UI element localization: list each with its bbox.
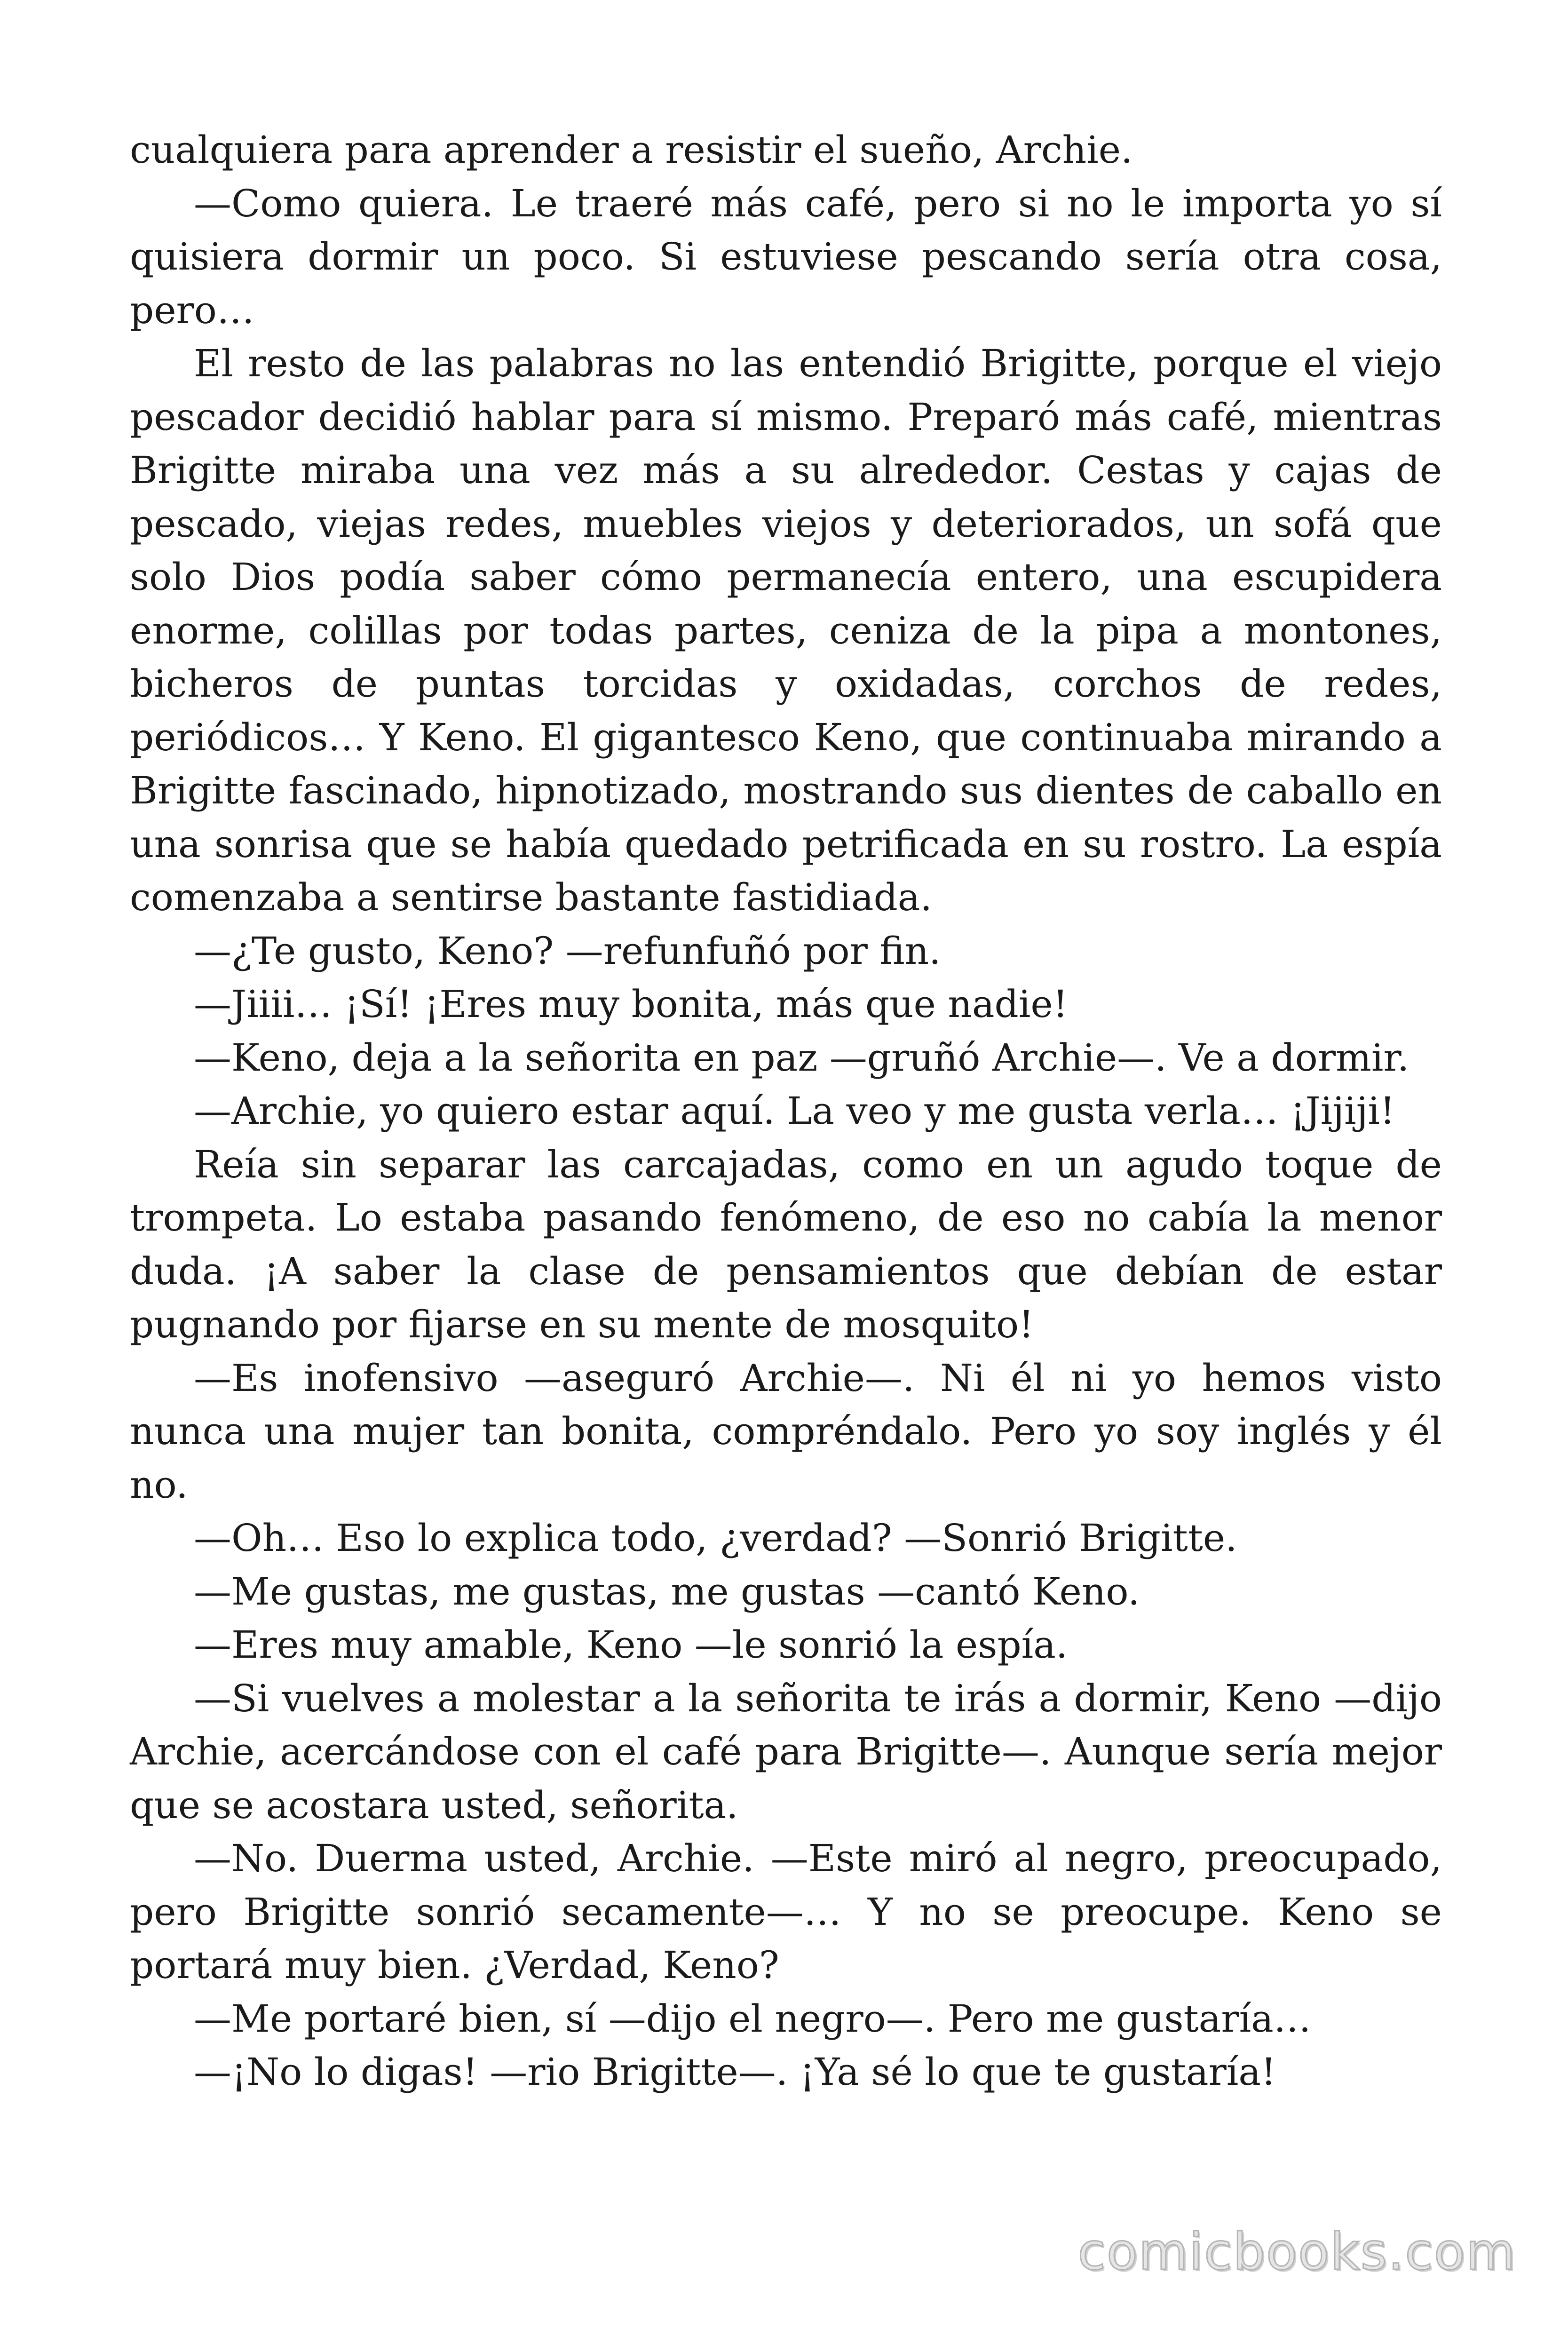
paragraph: —Me gustas, me gustas, me gustas —cantó Keno. [194, 1569, 1140, 1613]
paragraph: —Keno, deja a la señorita en paz —gruñó Archie—. Ve a dormir. [194, 1035, 1410, 1080]
paragraph: —Me portaré bien, sí —dijo el negro—. Pero me gustaría… [194, 1996, 1311, 2041]
paragraph: —Si vuelves a molestar a la señorita te irás a dormir, Keno —dijo Archie, acercándose con el café para Brigitte—. Aunque sería mejor que se acostara usted, señorita. [130, 1676, 1442, 1827]
paragraph: —Oh… Eso lo explica todo, ¿verdad? —Sonrió Brigitte. [194, 1516, 1237, 1560]
paragraph: —¡No lo digas! —rio Brigitte—. ¡Ya sé lo que te gustaría! [194, 2050, 1276, 2094]
paragraph: —No. Duerma usted, Archie. —Este miró al negro, preocupado, pero Brigitte sonrió secamente—… Y no se preocupe. Keno se portará muy bien. ¿Verdad, Keno? [130, 1836, 1442, 1987]
paragraph: El resto de las palabras no las entendió Brigitte, porque el viejo pescador decidió hablar para sí mismo. Preparó más café, mientras Brigitte miraba una vez más a su alrededor. Cestas y cajas de pescado, viejas redes, muebles viejos y deteriorados, un sofá que solo Dios podía saber cómo permanecía entero, una escupidera enorme, colillas por todas partes, ceniza de la pipa a montones, bicheros de puntas torcidas y oxidadas, corchos de redes, periódicos… Y Keno. El gigantesco Keno, que continuaba mirando a Brigitte fascinado, hipnotizado, mostrando sus dientes de caballo en una sonrisa que se había quedado petrificada en su rostro. La espía comenzaba a sentirse bastante fastidiada. [130, 342, 1442, 919]
paragraph: —¿Te gusto, Keno? —refunfuñó por fin. [194, 929, 941, 973]
paragraph: —Archie, yo quiero estar aquí. La veo y me gusta verla… ¡Jijiji! [194, 1089, 1395, 1133]
paragraph: —Es inofensivo —aseguró Archie—. Ni él ni yo hemos visto nunca una mujer tan bonita, compréndalo. Pero yo soy inglés y él no. [130, 1356, 1442, 1507]
paragraph: —Eres muy amable, Keno —le sonrió la espía. [194, 1623, 1068, 1667]
paragraph: Reía sin separar las carcajadas, como en un agudo toque de trompeta. Lo estaba pasando fenómeno, de eso no cabía la menor duda. ¡A saber la clase de pensamientos que debían de estar pugnando por fijarse en su mente de mosquito! [130, 1142, 1442, 1346]
paragraph: —Jiiii… ¡Sí! ¡Eres muy bonita, más que nadie! [194, 982, 1068, 1026]
paragraph: —Como quiera. Le traeré más café, pero si no le importa yo sí quisiera dormir un poco. Si estuviese pescando sería otra cosa, pero… [130, 181, 1442, 332]
page-text [130, 123, 1442, 2099]
paragraph: cualquiera para aprender a resistir el sueño, Archie. [130, 128, 1133, 172]
watermark: comicbooks.com [1077, 2223, 1516, 2281]
